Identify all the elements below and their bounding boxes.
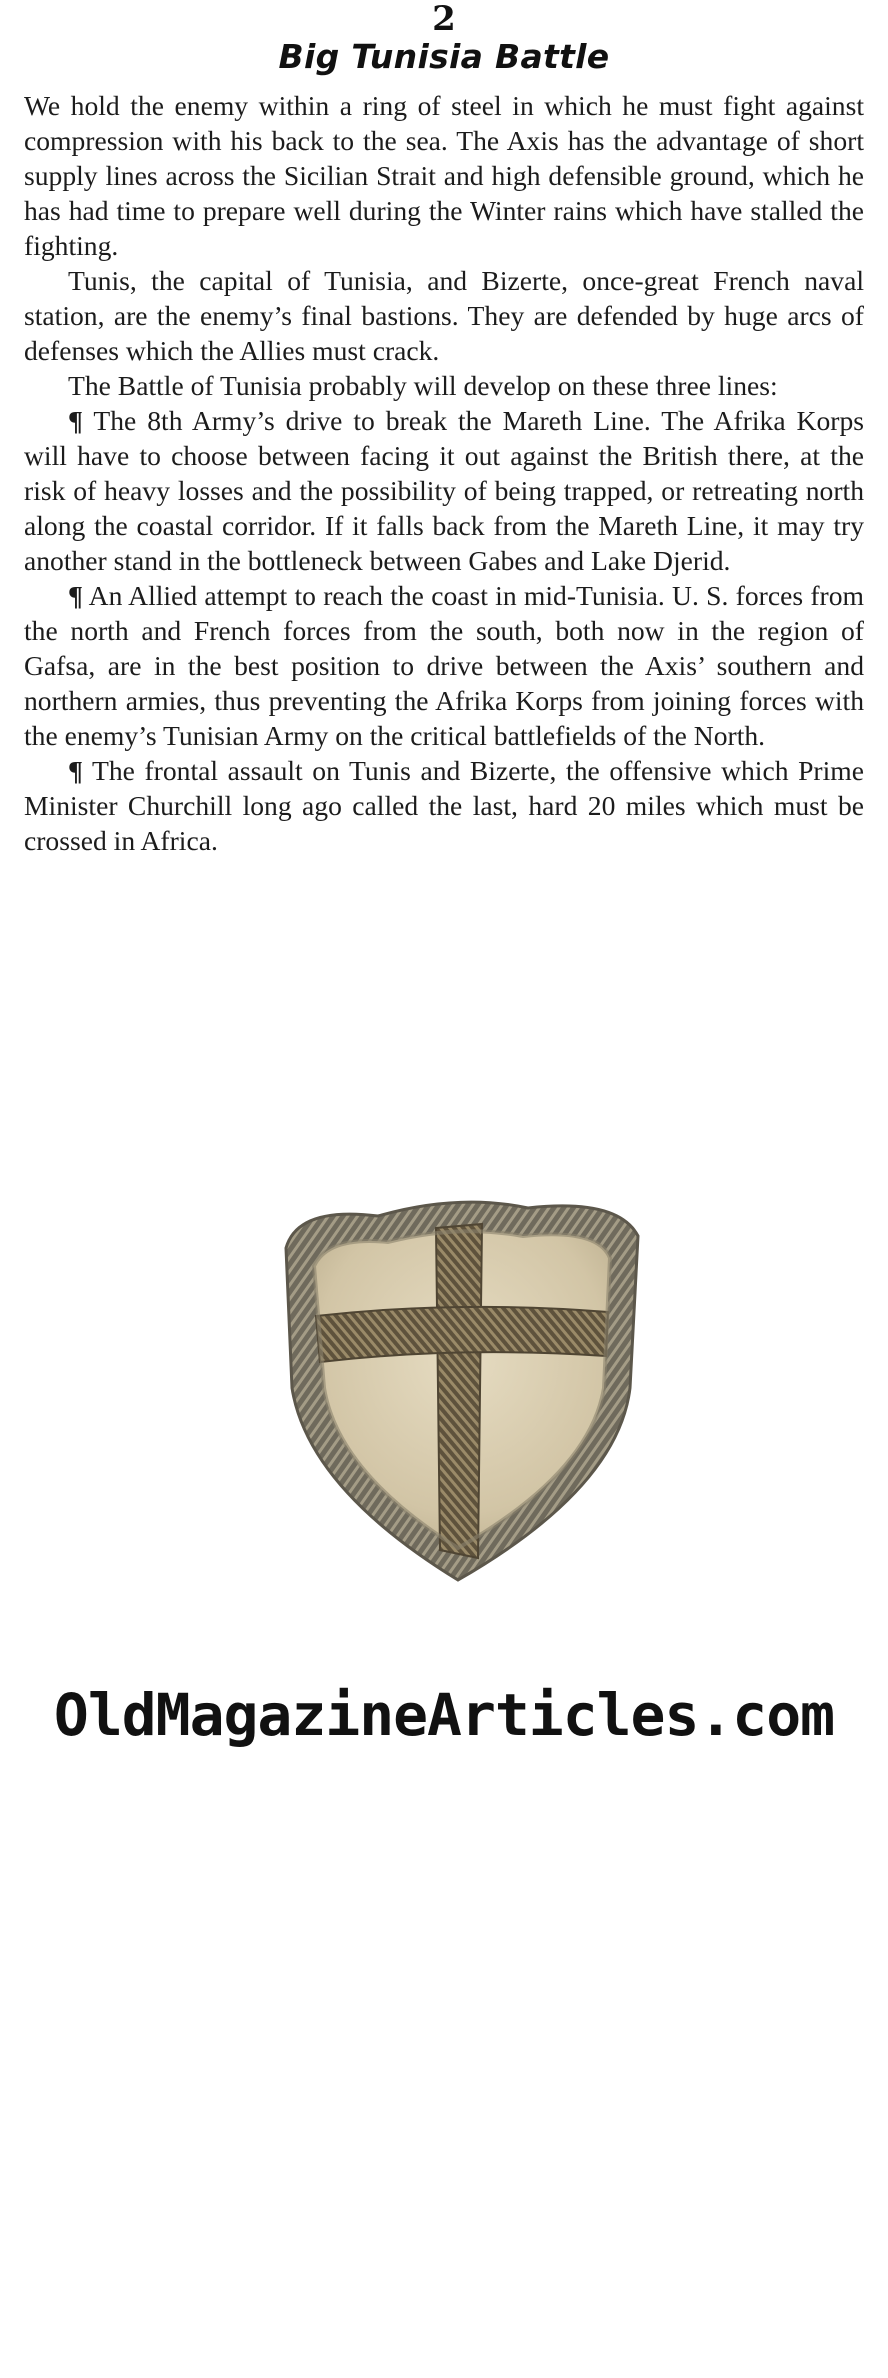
- article-body: [24, 88, 864, 858]
- bullet-text: The 8th Army’s drive to break the Mareth Line. The Afrika Korps will have to choose between facing it out against the British there, at the risk of heavy losses and the possibility of being trapped, or retreating north along the coastal corridor. If it falls back from the Mareth Line, it may try another stand in the bottleneck between Gabes and Lake Djerid.: [24, 405, 864, 576]
- article-paragraph: The Battle of Tunisia probably will develop on these three lines:: [68, 370, 778, 401]
- bullet-text: An Allied attempt to reach the coast in mid-Tunisia. U. S. forces from the north and French forces from the south, both now in the region of Gafsa, are in the best position to drive between the Axis’ southern and northern armies, thus preventing the Afrika Korps from joining forces with the enemy’s Tunisian Army on the critical battlefields of the North.: [24, 580, 864, 751]
- article-bullet-paragraph: [24, 578, 864, 753]
- watermark-text: OldMagazineArticles.com: [53, 1681, 835, 1749]
- page-number: 2: [432, 0, 456, 39]
- article-paragraph: We hold the enemy within a ring of steel in which he must fight against compression with his back to the sea. The Axis has the advantage of short supply lines across the Sicilian Strait and high defensible ground, which he has had time to prepare well during the Winter rains which have stalled the fighting.: [24, 90, 864, 261]
- article-paragraph: Tunis, the capital of Tunisia, and Bizerte, once-great French naval station, are the enemy’s final bastions. They are defended by huge arcs of defenses which the Allies must crack.: [24, 265, 864, 366]
- pilcrow-icon: ¶: [68, 405, 83, 436]
- article-bullet-paragraph: [24, 753, 864, 858]
- pilcrow-icon: ¶: [68, 580, 83, 611]
- crusader-shield-patch-icon: [268, 1188, 650, 1588]
- pilcrow-icon: ¶: [68, 755, 83, 786]
- article-headline: Big Tunisia Battle: [278, 37, 610, 76]
- article-bullet-paragraph: [24, 403, 864, 578]
- bullet-text: The frontal assault on Tunis and Bizerte, the offensive which Prime Minister Churchill long ago called the last, hard 20 miles which must be crossed in Africa.: [24, 755, 864, 856]
